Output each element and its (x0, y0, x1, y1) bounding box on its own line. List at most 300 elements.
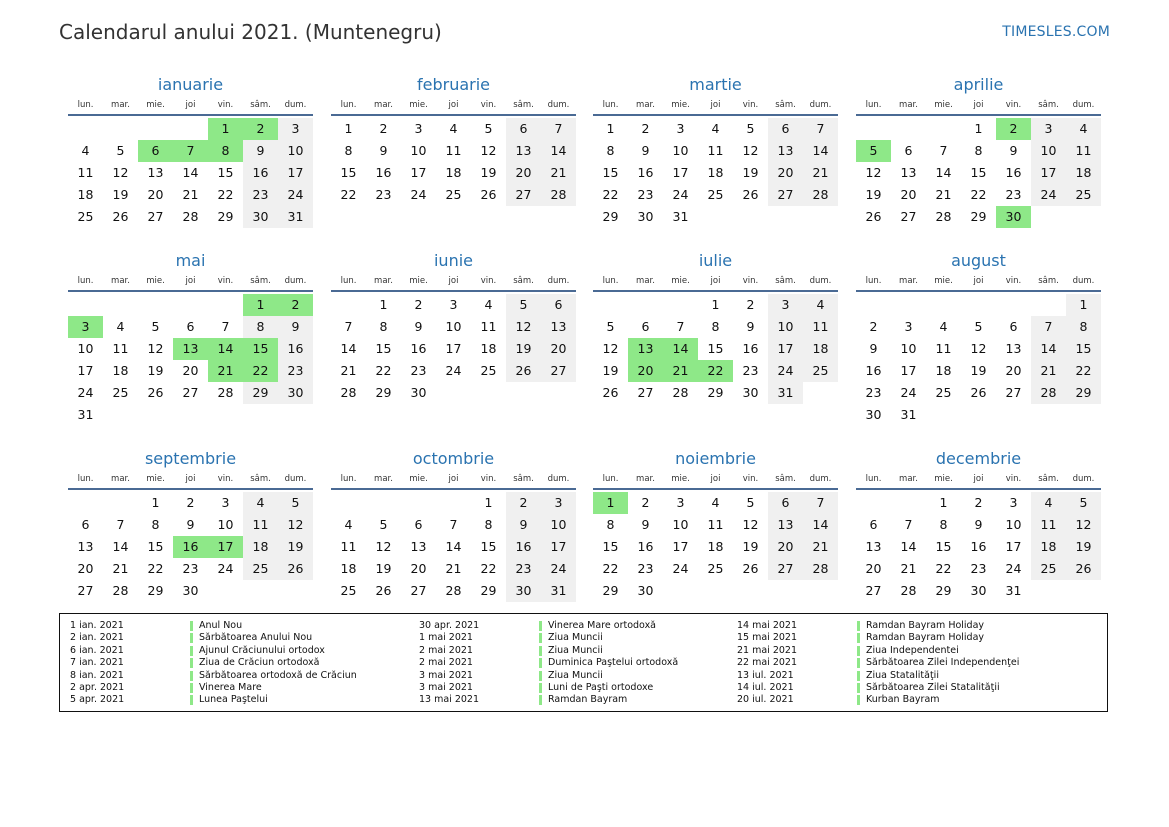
day-cell[interactable]: 7 (221, 319, 230, 334)
day-cell[interactable]: 24 (278, 184, 313, 206)
day-cell[interactable]: 14 (803, 140, 838, 162)
day-cell[interactable]: 25 (707, 187, 724, 202)
day-cell[interactable]: 14 (935, 165, 952, 180)
day-cell[interactable]: 5 (116, 143, 125, 158)
day-cell[interactable]: 12 (506, 316, 541, 338)
day-cell[interactable]: 18 (707, 539, 724, 554)
day-cell[interactable]: 17 (410, 165, 427, 180)
day-cell[interactable]: 26 (147, 385, 164, 400)
day-cell[interactable]: 26 (742, 561, 759, 576)
day-cell[interactable]: 31 (77, 407, 94, 422)
day-cell[interactable]: 5 (1066, 492, 1101, 514)
day-cell[interactable]: 29 (243, 382, 278, 404)
day-cell[interactable]: 16 (637, 539, 654, 554)
day-cell[interactable]: 1 (1066, 294, 1101, 316)
day-cell[interactable]: 27 (637, 385, 654, 400)
day-cell[interactable]: 28 (935, 209, 952, 224)
day-cell[interactable]: 20 (506, 162, 541, 184)
day-cell[interactable]: 8 (939, 517, 948, 532)
day-cell[interactable]: 24 (410, 187, 427, 202)
day-cell[interactable]: 12 (970, 341, 987, 356)
day-cell[interactable]: 20 (182, 363, 199, 378)
day-cell[interactable]: 20 (768, 536, 803, 558)
day-cell[interactable]: 28 (803, 184, 838, 206)
day-cell[interactable]: 4 (1031, 492, 1066, 514)
day-cell[interactable]: 18 (480, 341, 497, 356)
day-cell[interactable]: 22 (970, 187, 987, 202)
day-cell[interactable]: 4 (711, 121, 720, 136)
day-cell[interactable]: 14 (182, 165, 199, 180)
day-cell[interactable]: 16 (742, 341, 759, 356)
day-cell[interactable]: 1 (484, 495, 493, 510)
day-cell[interactable]: 22 (602, 187, 619, 202)
day-cell[interactable]: 11 (340, 539, 357, 554)
day-cell[interactable]: 23 (637, 187, 654, 202)
day-cell[interactable]: 27 (147, 209, 164, 224)
day-cell[interactable]: 18 (1066, 162, 1101, 184)
day-cell[interactable]: 1 (344, 121, 353, 136)
day-cell[interactable]: 26 (278, 558, 313, 580)
day-cell[interactable]: 19 (112, 187, 129, 202)
day-cell[interactable]: 30 (278, 382, 313, 404)
day-cell[interactable]: 28 (340, 385, 357, 400)
day-cell[interactable]: 17 (278, 162, 313, 184)
day-cell[interactable]: 26 (865, 209, 882, 224)
day-cell[interactable]: 22 (375, 363, 392, 378)
day-cell[interactable]: 16 (243, 162, 278, 184)
day-cell[interactable]: 4 (803, 294, 838, 316)
day-cell[interactable]: 7 (803, 492, 838, 514)
day-cell[interactable]: 17 (672, 539, 689, 554)
day-cell[interactable]: 7 (541, 118, 576, 140)
day-cell[interactable]: 3 (904, 319, 913, 334)
day-cell[interactable]: 19 (506, 338, 541, 360)
day-cell[interactable]: 8 (243, 316, 278, 338)
day-cell[interactable]: 31 (278, 206, 313, 228)
day-cell[interactable]: 13 (768, 140, 803, 162)
day-cell[interactable]: 3 (1009, 495, 1018, 510)
day-cell[interactable]: 3 (768, 294, 803, 316)
day-cell[interactable]: 18 (707, 165, 724, 180)
day-cell[interactable]: 23 (865, 385, 882, 400)
day-cell[interactable]: 14 (1031, 338, 1066, 360)
day-cell[interactable]: 11 (112, 341, 129, 356)
site-link[interactable]: TIMESLES.COM (1002, 24, 1110, 40)
holiday-day[interactable]: 15 (243, 338, 278, 360)
day-cell[interactable]: 7 (803, 118, 838, 140)
day-cell[interactable]: 20 (900, 187, 917, 202)
day-cell[interactable]: 9 (1009, 143, 1018, 158)
day-cell[interactable]: 6 (768, 118, 803, 140)
day-cell[interactable]: 11 (803, 316, 838, 338)
day-cell[interactable]: 30 (182, 583, 199, 598)
day-cell[interactable]: 24 (445, 363, 462, 378)
day-cell[interactable]: 24 (77, 385, 94, 400)
day-cell[interactable]: 10 (768, 316, 803, 338)
day-cell[interactable]: 13 (768, 514, 803, 536)
day-cell[interactable]: 9 (506, 514, 541, 536)
day-cell[interactable]: 15 (602, 539, 619, 554)
day-cell[interactable]: 8 (484, 517, 493, 532)
day-cell[interactable]: 17 (541, 536, 576, 558)
day-cell[interactable]: 4 (939, 319, 948, 334)
holiday-day[interactable]: 1 (593, 492, 628, 514)
day-cell[interactable]: 28 (1031, 382, 1066, 404)
day-cell[interactable]: 19 (742, 539, 759, 554)
day-cell[interactable]: 26 (506, 360, 541, 382)
day-cell[interactable]: 30 (410, 385, 427, 400)
day-cell[interactable]: 9 (278, 316, 313, 338)
day-cell[interactable]: 16 (637, 165, 654, 180)
holiday-day[interactable]: 7 (173, 140, 208, 162)
day-cell[interactable]: 4 (81, 143, 90, 158)
day-cell[interactable]: 9 (746, 319, 755, 334)
day-cell[interactable]: 9 (974, 517, 983, 532)
day-cell[interactable]: 29 (147, 583, 164, 598)
day-cell[interactable]: 10 (541, 514, 576, 536)
day-cell[interactable]: 19 (742, 165, 759, 180)
day-cell[interactable]: 2 (974, 495, 983, 510)
day-cell[interactable]: 10 (900, 341, 917, 356)
day-cell[interactable]: 14 (445, 539, 462, 554)
day-cell[interactable]: 27 (77, 583, 94, 598)
day-cell[interactable]: 13 (506, 140, 541, 162)
day-cell[interactable]: 24 (1031, 184, 1066, 206)
holiday-day[interactable]: 2 (243, 118, 278, 140)
day-cell[interactable]: 15 (340, 165, 357, 180)
day-cell[interactable]: 15 (147, 539, 164, 554)
day-cell[interactable]: 5 (506, 294, 541, 316)
day-cell[interactable]: 27 (506, 184, 541, 206)
day-cell[interactable]: 11 (707, 517, 724, 532)
day-cell[interactable]: 7 (676, 319, 685, 334)
day-cell[interactable]: 25 (480, 363, 497, 378)
day-cell[interactable]: 29 (217, 209, 234, 224)
day-cell[interactable]: 23 (742, 363, 759, 378)
day-cell[interactable]: 24 (672, 561, 689, 576)
day-cell[interactable]: 23 (182, 561, 199, 576)
day-cell[interactable]: 25 (707, 561, 724, 576)
day-cell[interactable]: 11 (445, 143, 462, 158)
day-cell[interactable]: 25 (243, 558, 278, 580)
day-cell[interactable]: 28 (803, 558, 838, 580)
day-cell[interactable]: 7 (904, 517, 913, 532)
day-cell[interactable]: 8 (151, 517, 160, 532)
day-cell[interactable]: 26 (375, 583, 392, 598)
day-cell[interactable]: 11 (77, 165, 94, 180)
day-cell[interactable]: 19 (147, 363, 164, 378)
day-cell[interactable]: 28 (217, 385, 234, 400)
day-cell[interactable]: 6 (414, 517, 423, 532)
day-cell[interactable]: 17 (900, 363, 917, 378)
day-cell[interactable]: 6 (506, 118, 541, 140)
day-cell[interactable]: 8 (606, 143, 615, 158)
day-cell[interactable]: 5 (746, 495, 755, 510)
day-cell[interactable]: 31 (672, 209, 689, 224)
day-cell[interactable]: 30 (243, 206, 278, 228)
day-cell[interactable]: 25 (77, 209, 94, 224)
day-cell[interactable]: 8 (1066, 316, 1101, 338)
day-cell[interactable]: 3 (1031, 118, 1066, 140)
day-cell[interactable]: 19 (278, 536, 313, 558)
day-cell[interactable]: 17 (768, 338, 803, 360)
day-cell[interactable]: 25 (340, 583, 357, 598)
day-cell[interactable]: 21 (900, 561, 917, 576)
day-cell[interactable]: 10 (672, 517, 689, 532)
day-cell[interactable]: 1 (711, 297, 720, 312)
day-cell[interactable]: 21 (541, 162, 576, 184)
holiday-day[interactable]: 14 (208, 338, 243, 360)
day-cell[interactable]: 9 (379, 143, 388, 158)
day-cell[interactable]: 5 (151, 319, 160, 334)
day-cell[interactable]: 16 (278, 338, 313, 360)
day-cell[interactable]: 19 (480, 165, 497, 180)
day-cell[interactable]: 10 (77, 341, 94, 356)
day-cell[interactable]: 25 (935, 385, 952, 400)
holiday-day[interactable]: 22 (243, 360, 278, 382)
day-cell[interactable]: 31 (768, 382, 803, 404)
day-cell[interactable]: 2 (869, 319, 878, 334)
day-cell[interactable]: 5 (484, 121, 493, 136)
day-cell[interactable]: 15 (602, 165, 619, 180)
day-cell[interactable]: 19 (375, 561, 392, 576)
day-cell[interactable]: 12 (865, 165, 882, 180)
day-cell[interactable]: 29 (375, 385, 392, 400)
day-cell[interactable]: 20 (147, 187, 164, 202)
day-cell[interactable]: 26 (480, 187, 497, 202)
day-cell[interactable]: 13 (865, 539, 882, 554)
day-cell[interactable]: 12 (147, 341, 164, 356)
day-cell[interactable]: 22 (935, 561, 952, 576)
day-cell[interactable]: 11 (707, 143, 724, 158)
holiday-day[interactable]: 14 (663, 338, 698, 360)
day-cell[interactable]: 4 (243, 492, 278, 514)
day-cell[interactable]: 18 (803, 338, 838, 360)
day-cell[interactable]: 26 (1066, 558, 1101, 580)
holiday-day[interactable]: 5 (856, 140, 891, 162)
day-cell[interactable]: 26 (970, 385, 987, 400)
day-cell[interactable]: 23 (375, 187, 392, 202)
day-cell[interactable]: 17 (1005, 539, 1022, 554)
day-cell[interactable]: 13 (900, 165, 917, 180)
day-cell[interactable]: 11 (1031, 514, 1066, 536)
day-cell[interactable]: 21 (445, 561, 462, 576)
day-cell[interactable]: 2 (414, 297, 423, 312)
day-cell[interactable]: 14 (112, 539, 129, 554)
day-cell[interactable]: 20 (410, 561, 427, 576)
day-cell[interactable]: 11 (1066, 140, 1101, 162)
day-cell[interactable]: 8 (344, 143, 353, 158)
day-cell[interactable]: 2 (186, 495, 195, 510)
day-cell[interactable]: 28 (182, 209, 199, 224)
day-cell[interactable]: 27 (182, 385, 199, 400)
day-cell[interactable]: 7 (1031, 316, 1066, 338)
day-cell[interactable]: 10 (217, 517, 234, 532)
day-cell[interactable]: 21 (340, 363, 357, 378)
day-cell[interactable]: 11 (243, 514, 278, 536)
day-cell[interactable]: 13 (77, 539, 94, 554)
day-cell[interactable]: 3 (541, 492, 576, 514)
day-cell[interactable]: 5 (379, 517, 388, 532)
day-cell[interactable]: 8 (974, 143, 983, 158)
day-cell[interactable]: 6 (768, 492, 803, 514)
day-cell[interactable]: 13 (147, 165, 164, 180)
day-cell[interactable]: 16 (506, 536, 541, 558)
day-cell[interactable]: 16 (410, 341, 427, 356)
day-cell[interactable]: 21 (935, 187, 952, 202)
day-cell[interactable]: 22 (217, 187, 234, 202)
day-cell[interactable]: 27 (410, 583, 427, 598)
day-cell[interactable]: 5 (746, 121, 755, 136)
day-cell[interactable]: 9 (414, 319, 423, 334)
day-cell[interactable]: 29 (602, 583, 619, 598)
day-cell[interactable]: 10 (410, 143, 427, 158)
day-cell[interactable]: 27 (541, 360, 576, 382)
day-cell[interactable]: 2 (379, 121, 388, 136)
day-cell[interactable]: 7 (449, 517, 458, 532)
day-cell[interactable]: 28 (672, 385, 689, 400)
day-cell[interactable]: 3 (221, 495, 230, 510)
day-cell[interactable]: 11 (480, 319, 497, 334)
day-cell[interactable]: 31 (1005, 583, 1022, 598)
day-cell[interactable]: 23 (1005, 187, 1022, 202)
day-cell[interactable]: 17 (445, 341, 462, 356)
day-cell[interactable]: 6 (81, 517, 90, 532)
day-cell[interactable]: 2 (746, 297, 755, 312)
holiday-day[interactable]: 1 (208, 118, 243, 140)
day-cell[interactable]: 25 (1031, 558, 1066, 580)
day-cell[interactable]: 19 (865, 187, 882, 202)
day-cell[interactable]: 23 (506, 558, 541, 580)
day-cell[interactable]: 7 (939, 143, 948, 158)
day-cell[interactable]: 16 (970, 539, 987, 554)
holiday-day[interactable]: 16 (173, 536, 208, 558)
day-cell[interactable]: 25 (445, 187, 462, 202)
day-cell[interactable]: 18 (112, 363, 129, 378)
day-cell[interactable]: 22 (480, 561, 497, 576)
day-cell[interactable]: 31 (900, 407, 917, 422)
day-cell[interactable]: 1 (974, 121, 983, 136)
day-cell[interactable]: 15 (970, 165, 987, 180)
day-cell[interactable]: 6 (869, 517, 878, 532)
day-cell[interactable]: 12 (112, 165, 129, 180)
day-cell[interactable]: 12 (480, 143, 497, 158)
day-cell[interactable]: 23 (278, 360, 313, 382)
day-cell[interactable]: 20 (1005, 363, 1022, 378)
day-cell[interactable]: 15 (935, 539, 952, 554)
day-cell[interactable]: 30 (637, 583, 654, 598)
day-cell[interactable]: 5 (606, 319, 615, 334)
day-cell[interactable]: 17 (77, 363, 94, 378)
day-cell[interactable]: 19 (970, 363, 987, 378)
day-cell[interactable]: 20 (77, 561, 94, 576)
day-cell[interactable]: 4 (344, 517, 353, 532)
day-cell[interactable]: 10 (278, 140, 313, 162)
day-cell[interactable]: 14 (900, 539, 917, 554)
day-cell[interactable]: 13 (1005, 341, 1022, 356)
day-cell[interactable]: 13 (410, 539, 427, 554)
day-cell[interactable]: 6 (1009, 319, 1018, 334)
holiday-day[interactable]: 6 (138, 140, 173, 162)
day-cell[interactable]: 19 (602, 363, 619, 378)
day-cell[interactable]: 1 (379, 297, 388, 312)
day-cell[interactable]: 9 (641, 143, 650, 158)
day-cell[interactable]: 1 (606, 121, 615, 136)
day-cell[interactable]: 3 (278, 118, 313, 140)
day-cell[interactable]: 30 (637, 209, 654, 224)
day-cell[interactable]: 15 (1066, 338, 1101, 360)
day-cell[interactable]: 5 (974, 319, 983, 334)
day-cell[interactable]: 7 (116, 517, 125, 532)
day-cell[interactable]: 25 (1066, 184, 1101, 206)
holiday-day[interactable]: 2 (278, 294, 313, 316)
day-cell[interactable]: 23 (410, 363, 427, 378)
day-cell[interactable]: 24 (672, 187, 689, 202)
day-cell[interactable]: 13 (541, 316, 576, 338)
day-cell[interactable]: 4 (1066, 118, 1101, 140)
day-cell[interactable]: 21 (803, 162, 838, 184)
holiday-day[interactable]: 2 (996, 118, 1031, 140)
holiday-day[interactable]: 30 (996, 206, 1031, 228)
day-cell[interactable]: 27 (1005, 385, 1022, 400)
day-cell[interactable]: 20 (865, 561, 882, 576)
day-cell[interactable]: 21 (112, 561, 129, 576)
day-cell[interactable]: 24 (768, 360, 803, 382)
day-cell[interactable]: 6 (641, 319, 650, 334)
day-cell[interactable]: 18 (445, 165, 462, 180)
holiday-day[interactable]: 21 (663, 360, 698, 382)
day-cell[interactable]: 14 (803, 514, 838, 536)
day-cell[interactable]: 27 (768, 184, 803, 206)
day-cell[interactable]: 25 (803, 360, 838, 382)
day-cell[interactable]: 16 (1005, 165, 1022, 180)
day-cell[interactable]: 9 (641, 517, 650, 532)
day-cell[interactable]: 17 (1031, 162, 1066, 184)
day-cell[interactable]: 16 (375, 165, 392, 180)
holiday-day[interactable]: 21 (208, 360, 243, 382)
day-cell[interactable]: 8 (711, 319, 720, 334)
day-cell[interactable]: 29 (707, 385, 724, 400)
day-cell[interactable]: 8 (379, 319, 388, 334)
day-cell[interactable]: 29 (480, 583, 497, 598)
day-cell[interactable]: 18 (935, 363, 952, 378)
day-cell[interactable]: 3 (414, 121, 423, 136)
day-cell[interactable]: 24 (541, 558, 576, 580)
day-cell[interactable]: 4 (116, 319, 125, 334)
day-cell[interactable]: 26 (602, 385, 619, 400)
day-cell[interactable]: 30 (865, 407, 882, 422)
day-cell[interactable]: 18 (77, 187, 94, 202)
day-cell[interactable]: 20 (541, 338, 576, 360)
day-cell[interactable]: 27 (865, 583, 882, 598)
day-cell[interactable]: 27 (768, 558, 803, 580)
day-cell[interactable]: 3 (676, 495, 685, 510)
day-cell[interactable]: 4 (449, 121, 458, 136)
day-cell[interactable]: 21 (182, 187, 199, 202)
holiday-day[interactable]: 3 (68, 316, 103, 338)
holiday-day[interactable]: 13 (173, 338, 208, 360)
day-cell[interactable]: 28 (112, 583, 129, 598)
day-cell[interactable]: 15 (217, 165, 234, 180)
day-cell[interactable]: 10 (672, 143, 689, 158)
day-cell[interactable]: 21 (803, 536, 838, 558)
day-cell[interactable]: 8 (606, 517, 615, 532)
day-cell[interactable]: 14 (340, 341, 357, 356)
day-cell[interactable]: 21 (1031, 360, 1066, 382)
day-cell[interactable]: 5 (278, 492, 313, 514)
day-cell[interactable]: 10 (1031, 140, 1066, 162)
day-cell[interactable]: 1 (939, 495, 948, 510)
